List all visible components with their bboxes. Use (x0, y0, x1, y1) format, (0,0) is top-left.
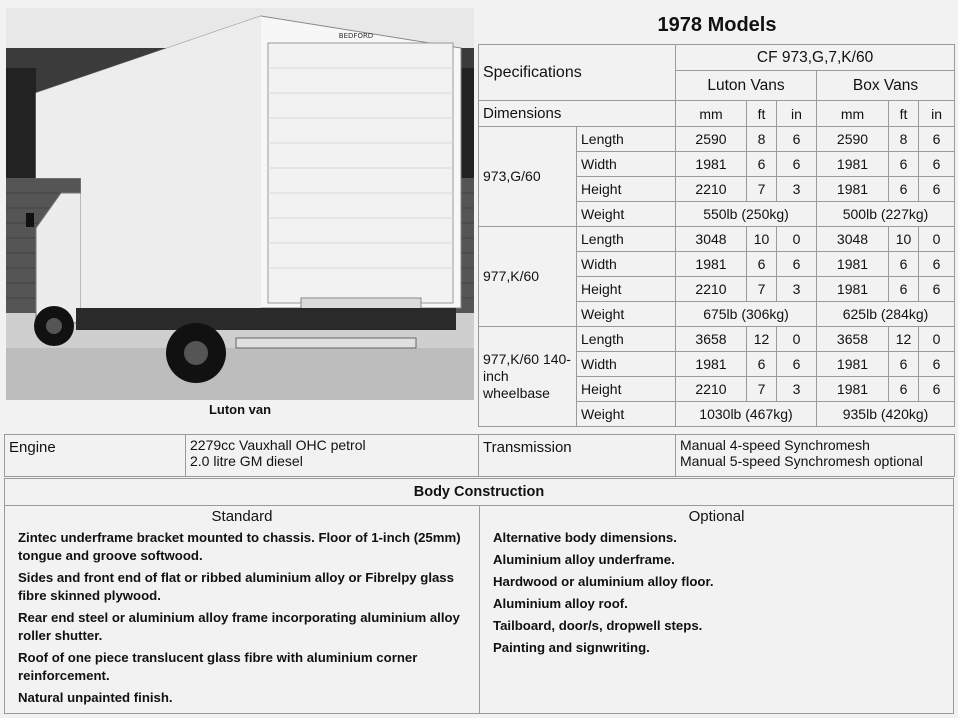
cell: 6 (777, 252, 817, 277)
cell: 1981 (676, 152, 747, 177)
cell: 0 (919, 227, 955, 252)
row-label: Weight (577, 202, 676, 227)
cell: 1981 (817, 377, 889, 402)
cell: 2210 (676, 177, 747, 202)
cell: 6 (889, 352, 919, 377)
cell: 3048 (676, 227, 747, 252)
cell: 2590 (817, 127, 889, 152)
weight-luton: 550lb (250kg) (676, 202, 817, 227)
weight-box: 625lb (284kg) (817, 302, 955, 327)
cell: 0 (777, 227, 817, 252)
engine-value (186, 435, 479, 477)
cell: 12 (747, 327, 777, 352)
list-item: Natural unpainted finish. (18, 690, 173, 705)
unit-in: in (919, 101, 955, 127)
weight-luton: 1030lb (467kg) (676, 402, 817, 427)
row-label: Width (577, 252, 676, 277)
cell: 0 (919, 327, 955, 352)
optional-column (480, 506, 953, 713)
cell: 6 (889, 277, 919, 302)
cell: 3658 (676, 327, 747, 352)
engine-line: 2.0 litre GM diesel (190, 453, 303, 469)
model-header: CF 973,G,7,K/60 (676, 45, 955, 71)
cell: 1981 (676, 252, 747, 277)
cell: 2210 (676, 377, 747, 402)
luton-vans-header: Luton Vans (676, 71, 817, 101)
cell: 6 (919, 127, 955, 152)
cell: 1981 (817, 252, 889, 277)
standard-list (5, 529, 479, 707)
cell: 6 (919, 252, 955, 277)
specifications-label: Specifications (479, 45, 676, 101)
cell: 6 (919, 177, 955, 202)
body-construction-title: Body Construction (4, 478, 954, 506)
cell: 6 (919, 377, 955, 402)
cell: 0 (777, 327, 817, 352)
row-label: Width (577, 152, 676, 177)
cell: 6 (889, 152, 919, 177)
list-item: Rear end steel or aluminium alloy frame incorporating aluminium alloy roller shutter. (18, 610, 460, 643)
cell: 1981 (676, 352, 747, 377)
cell: 8 (889, 127, 919, 152)
page-title: 1978 Models (657, 14, 777, 36)
row-label: Length (577, 227, 676, 252)
list-item: Roof of one piece translucent glass fibre with aluminium corner reinforcement. (18, 650, 418, 683)
cell: 6 (889, 377, 919, 402)
cell: 10 (747, 227, 777, 252)
model-group-name: 977,K/60 140-inch wheelbase (479, 327, 577, 427)
cell: 7 (747, 177, 777, 202)
weight-box: 935lb (420kg) (817, 402, 955, 427)
cell: 1981 (817, 177, 889, 202)
row-label: Weight (577, 402, 676, 427)
row-label: Height (577, 177, 676, 202)
cell: 2210 (676, 277, 747, 302)
unit-in: in (777, 101, 817, 127)
dimensions-label: Dimensions (479, 101, 676, 127)
cell: 3 (777, 177, 817, 202)
unit-mm: mm (817, 101, 889, 127)
unit-ft: ft (889, 101, 919, 127)
cell: 3 (777, 377, 817, 402)
row-label: Height (577, 377, 676, 402)
row-label: Height (577, 277, 676, 302)
transmission-line: Manual 5-speed Synchromesh optional (680, 453, 923, 469)
list-item: Aluminium alloy underframe. (493, 552, 675, 567)
box-vans-header: Box Vans (817, 71, 955, 101)
row-label: Length (577, 327, 676, 352)
list-item: Hardwood or aluminium alloy floor. (493, 574, 714, 589)
engine-transmission-table (4, 434, 955, 477)
list-item: Painting and signwriting. (493, 640, 650, 655)
cell: 3048 (817, 227, 889, 252)
cell: 1981 (817, 352, 889, 377)
cell: 1981 (817, 277, 889, 302)
cell: 6 (889, 252, 919, 277)
transmission-value (676, 435, 955, 477)
cell: 1981 (817, 152, 889, 177)
cell: 6 (919, 352, 955, 377)
list-item: Sides and front end of flat or ribbed aluminium alloy or Fibrelpy glass fibre skinned plywood. (18, 570, 454, 603)
body-construction-section (4, 505, 954, 714)
list-item: Aluminium alloy roof. (493, 596, 628, 611)
cell: 6 (777, 352, 817, 377)
luton-van-photo (6, 8, 474, 400)
cell: 8 (747, 127, 777, 152)
weight-luton: 675lb (306kg) (676, 302, 817, 327)
cell: 7 (747, 277, 777, 302)
weight-box: 500lb (227kg) (817, 202, 955, 227)
list-item: Zintec underframe bracket mounted to chassis. Floor of 1-inch (25mm) tongue and groove softwood. (18, 530, 461, 563)
cell: 6 (747, 252, 777, 277)
cell: 6 (889, 177, 919, 202)
row-label: Length (577, 127, 676, 152)
cell: 3658 (817, 327, 889, 352)
cell: 6 (777, 152, 817, 177)
optional-list (480, 529, 953, 657)
cell: 2590 (676, 127, 747, 152)
list-item: Alternative body dimensions. (493, 530, 677, 545)
svg-text:BEDFORD: BEDFORD (338, 32, 374, 40)
row-label: Width (577, 352, 676, 377)
photo-caption: Luton van (208, 402, 272, 417)
transmission-label: Transmission (479, 435, 676, 477)
cell: 3 (777, 277, 817, 302)
cell: 7 (747, 377, 777, 402)
engine-label: Engine (5, 435, 186, 477)
engine-line: 2279cc Vauxhall OHC petrol (190, 437, 366, 453)
cell: 6 (919, 277, 955, 302)
model-group-name: 977,K/60 (479, 227, 577, 327)
list-item: Tailboard, door/s, dropwell steps. (493, 618, 703, 633)
transmission-line: Manual 4-speed Synchromesh (680, 437, 870, 453)
model-group-name: 973,G/60 (479, 127, 577, 227)
cell: 6 (747, 152, 777, 177)
row-label: Weight (577, 302, 676, 327)
cell: 6 (777, 127, 817, 152)
specifications-table (478, 44, 955, 427)
cell: 6 (747, 352, 777, 377)
unit-ft: ft (747, 101, 777, 127)
optional-heading: Optional (688, 508, 745, 525)
cell: 10 (889, 227, 919, 252)
cell: 6 (919, 152, 955, 177)
standard-heading: Standard (211, 508, 273, 525)
unit-mm: mm (676, 101, 747, 127)
standard-column (5, 506, 480, 713)
cell: 12 (889, 327, 919, 352)
